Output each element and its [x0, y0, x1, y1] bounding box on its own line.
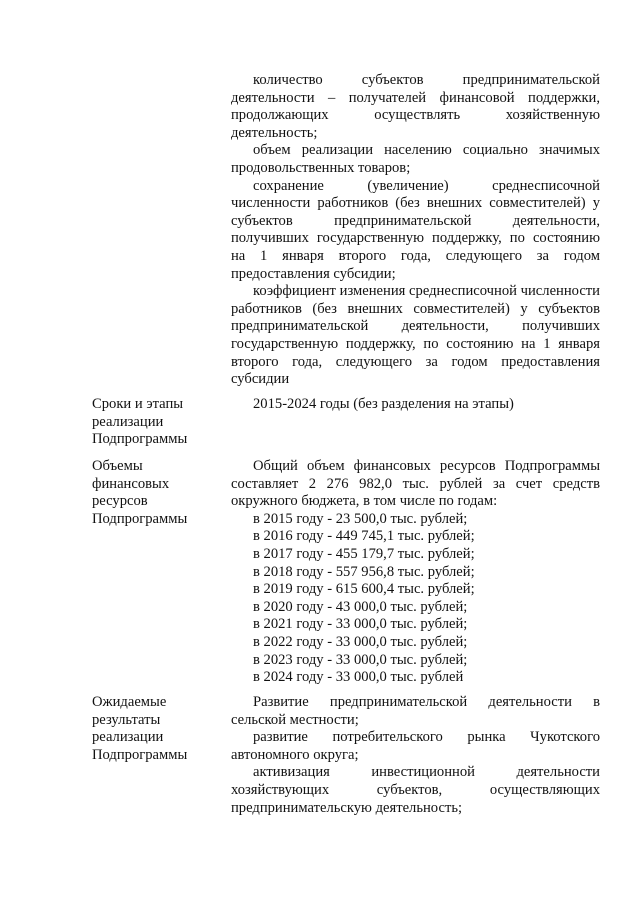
- label-line: ресурсов: [92, 493, 148, 510]
- terms-text: 2015-2024 годы (без разделения на этапы): [253, 396, 514, 412]
- label-line: Подпрограммы: [92, 431, 188, 448]
- results-content: [231, 694, 600, 817]
- year-item: в 2016 году - 449 745,1 тыс. рублей;: [253, 528, 475, 545]
- label-line: результаты: [92, 711, 161, 728]
- year-item: в 2015 году - 23 500,0 тыс. рублей;: [253, 510, 468, 527]
- target-paragraph: объем реализации населению социально значимых продовольственных товаров;: [231, 142, 600, 176]
- targets-content: [231, 72, 600, 389]
- label-line: Подпрограммы: [92, 746, 188, 763]
- year-item: в 2024 году - 33 000,0 тыс. рублей: [253, 669, 464, 686]
- result-paragraph: активизация инвестиционной деятельности хозяйствующих субъектов, осуществляющих предпринимательскую деятельность;: [231, 764, 600, 816]
- year-item: в 2018 году - 557 956,8 тыс. рублей;: [253, 563, 475, 580]
- results-label: [92, 694, 212, 764]
- year-item: в 2023 году - 33 000,0 тыс. рублей;: [253, 651, 468, 668]
- result-paragraph: Развитие предпринимательской деятельности в сельской местности;: [231, 694, 600, 728]
- label-line: Объемы: [92, 458, 143, 474]
- label-line: Ожидаемые: [92, 694, 167, 710]
- label-line: реализации: [92, 413, 164, 430]
- result-paragraph: развитие потребительского рынка Чукотского автономного округа;: [231, 729, 600, 763]
- volumes-content: [231, 458, 600, 687]
- year-item: в 2021 году - 33 000,0 тыс. рублей;: [253, 616, 468, 633]
- year-item: в 2020 году - 43 000,0 тыс. рублей;: [253, 598, 468, 615]
- label-line: Сроки и этапы: [92, 396, 184, 412]
- target-paragraph: сохранение (увеличение) среднесписочной численности работников (без внешних совместителей) у субъектов предпринимательской деятельности, получивших государственную поддержку, по состоянию на 1 января второго года, следующего за годом предоставления субсидии;: [231, 177, 600, 282]
- years-list: [231, 511, 600, 687]
- terms-label: [92, 396, 212, 449]
- terms-content: [231, 396, 600, 414]
- year-item: в 2017 году - 455 179,7 тыс. рублей;: [253, 545, 475, 562]
- label-line: Подпрограммы: [92, 510, 188, 527]
- target-paragraph: коэффициент изменения среднесписочной численности работников (без внешних совместителей) у субъектов предпринимательской деятельности, получивших государственную поддержку, по состоянию на 1 января второго года, следующего за годом предоставления субсидии: [231, 283, 600, 388]
- label-line: финансовых: [92, 475, 170, 492]
- volumes-label: [92, 458, 212, 528]
- year-item: в 2022 году - 33 000,0 тыс. рублей;: [253, 633, 468, 650]
- label-line: реализации: [92, 729, 164, 746]
- volumes-intro: Общий объем финансовых ресурсов Подпрограммы составляет 2 276 982,0 тыс. рублей за счет средств окружного бюджета, в том числе по годам:: [231, 458, 600, 510]
- year-item: в 2019 году - 615 600,4 тыс. рублей;: [253, 581, 475, 598]
- target-paragraph: количество субъектов предпринимательской деятельности – получателей финансовой поддержки, продолжающих осуществлять хозяйственную деятельность;: [231, 72, 600, 141]
